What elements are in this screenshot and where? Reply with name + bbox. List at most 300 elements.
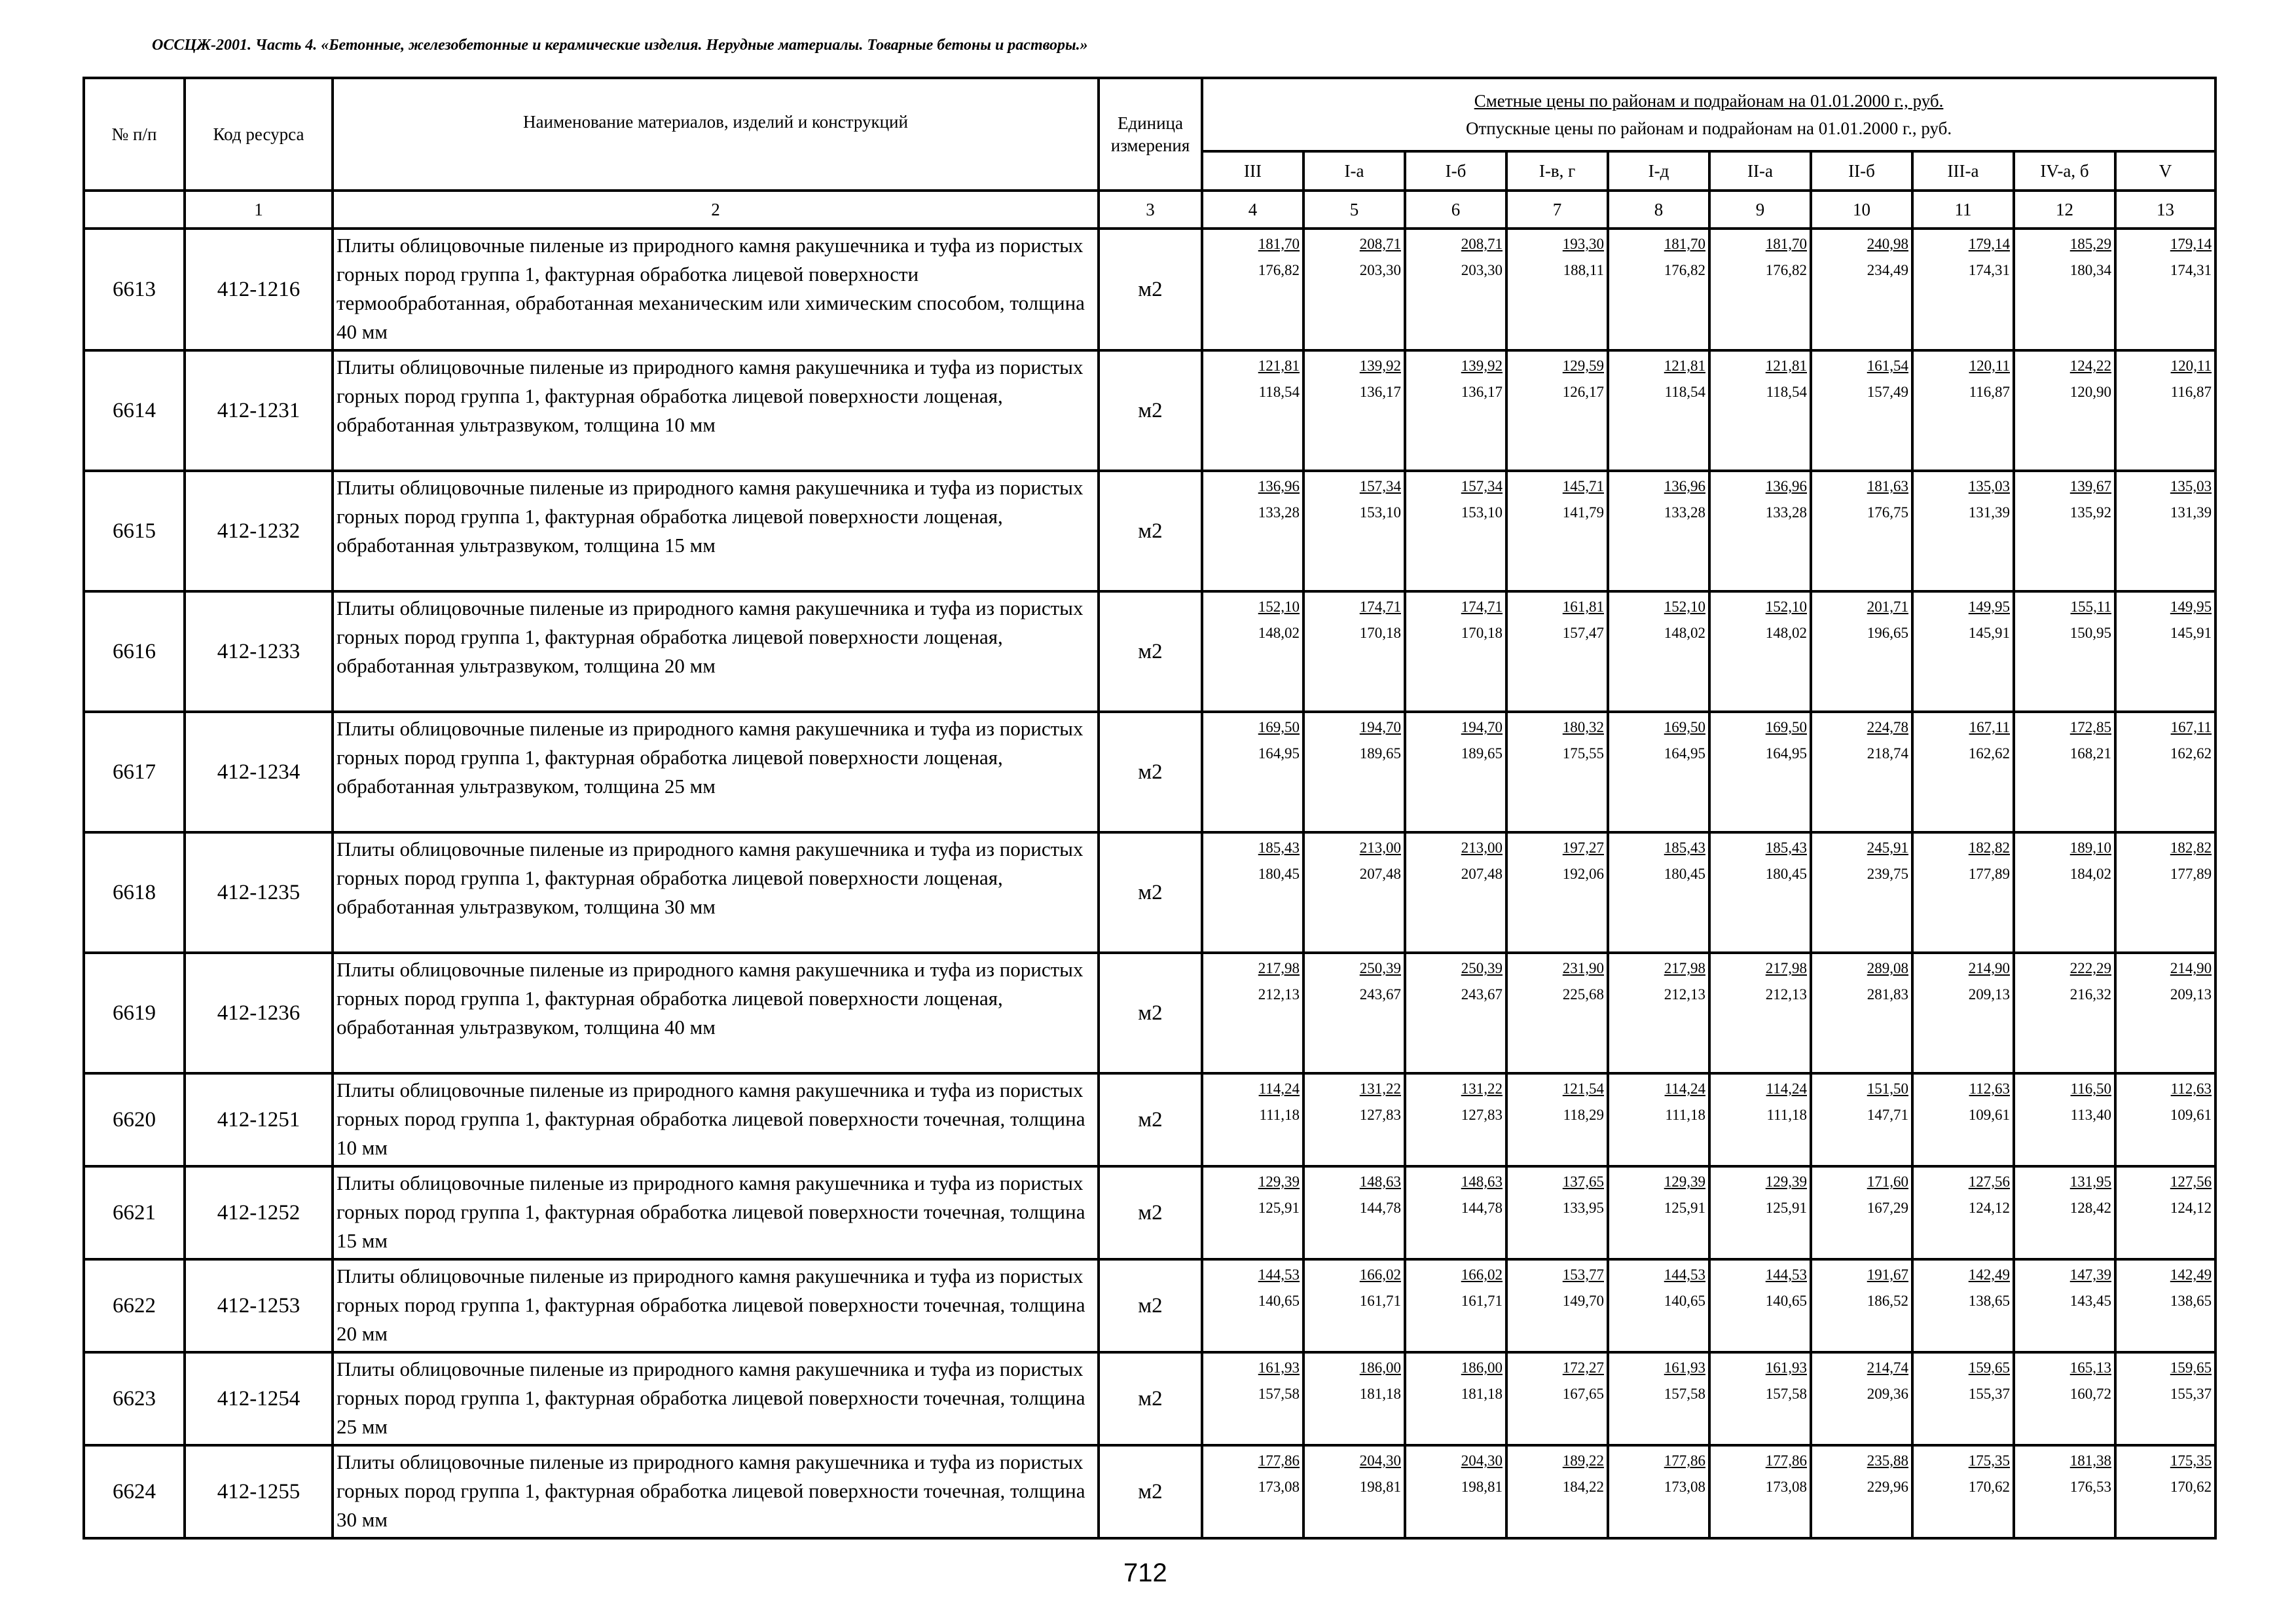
region-header: III-а xyxy=(1912,151,2014,191)
estimate-price: 194,70 xyxy=(1359,719,1401,735)
price-cell xyxy=(1303,1352,1405,1445)
price-cell xyxy=(1303,1073,1405,1166)
row-number: 6619 xyxy=(84,953,185,1073)
release-price: 118,29 xyxy=(1563,1107,1604,1123)
release-price: 160,72 xyxy=(2069,1386,2111,1402)
price-cell xyxy=(2014,1445,2115,1538)
table-body xyxy=(84,229,2215,1538)
price-cell xyxy=(1608,1166,1709,1259)
estimate-price: 153,77 xyxy=(1562,1266,1604,1283)
estimate-price: 185,43 xyxy=(1258,840,1300,856)
estimate-price: 217,98 xyxy=(1258,960,1300,976)
release-price: 138,65 xyxy=(2170,1293,2212,1309)
region-header: II-а xyxy=(1709,151,1811,191)
price-cell xyxy=(2115,832,2215,953)
release-price: 128,42 xyxy=(2069,1200,2111,1216)
price-cell xyxy=(1303,1259,1405,1352)
price-cell xyxy=(1709,1166,1811,1259)
resource-code: 412-1251 xyxy=(185,1073,333,1166)
estimate-price: 167,11 xyxy=(2170,719,2212,735)
release-price: 239,75 xyxy=(1867,866,1908,882)
estimate-price: 144,53 xyxy=(1664,1266,1705,1283)
estimate-price: 149,95 xyxy=(2170,599,2212,615)
estimate-price: 152,10 xyxy=(1664,599,1705,615)
release-price: 216,32 xyxy=(2069,986,2111,1003)
release-price: 118,54 xyxy=(1258,384,1300,400)
price-cell xyxy=(1608,1073,1709,1166)
table-row xyxy=(84,1445,2215,1538)
price-cell xyxy=(1709,591,1811,712)
price-cell xyxy=(1912,1166,2014,1259)
table-row xyxy=(84,350,2215,471)
price-cell xyxy=(2014,1259,2115,1352)
release-price: 176,82 xyxy=(1664,262,1705,278)
table-row xyxy=(84,712,2215,832)
price-cell xyxy=(2115,953,2215,1073)
resource-code: 412-1233 xyxy=(185,591,333,712)
price-cell xyxy=(1303,229,1405,350)
estimate-price: 121,81 xyxy=(1664,358,1705,374)
estimate-price: 214,90 xyxy=(1968,960,2010,976)
price-cell xyxy=(1303,591,1405,712)
price-cell xyxy=(1912,350,2014,471)
region-header: III xyxy=(1202,151,1303,191)
column-number: 8 xyxy=(1608,191,1709,229)
estimate-price: 179,14 xyxy=(2170,236,2212,252)
price-cell xyxy=(1709,712,1811,832)
release-price: 118,54 xyxy=(1766,384,1807,400)
estimate-price: 250,39 xyxy=(1461,960,1503,976)
release-price: 136,17 xyxy=(1461,384,1503,400)
release-price: 125,91 xyxy=(1258,1200,1300,1216)
estimate-price: 213,00 xyxy=(1461,840,1503,856)
estimate-price: 159,65 xyxy=(1968,1359,2010,1376)
price-cell xyxy=(2115,1073,2215,1166)
price-cell xyxy=(1608,712,1709,832)
estimate-price: 129,39 xyxy=(1765,1173,1807,1190)
material-name: Плиты облицовочные пиленые из природного камня ракушечника и туфа из пористых горных пород группа 1, фактурная обработка лицевой поверхности лощеная, обработанная ультразвуком, толщина 15 мм xyxy=(333,471,1099,591)
header-release-prices: Отпускные цены по районам и подрайонам на 01.01.2000 г., руб. xyxy=(1465,119,1952,138)
unit-of-measure: м2 xyxy=(1099,1073,1202,1166)
release-price: 109,61 xyxy=(1968,1107,2010,1123)
release-price: 109,61 xyxy=(2170,1107,2212,1123)
column-number: 7 xyxy=(1506,191,1608,229)
price-cell xyxy=(1912,712,2014,832)
price-cell xyxy=(1811,1166,1912,1259)
price-cell xyxy=(1202,1259,1303,1352)
release-price: 124,12 xyxy=(2170,1200,2212,1216)
release-price: 148,02 xyxy=(1664,625,1705,641)
table-row xyxy=(84,1259,2215,1352)
price-cell xyxy=(1405,350,1506,471)
estimate-price: 180,32 xyxy=(1562,719,1604,735)
price-cell xyxy=(1506,471,1608,591)
price-cell xyxy=(1506,1259,1608,1352)
estimate-price: 166,02 xyxy=(1359,1266,1401,1283)
resource-code: 412-1255 xyxy=(185,1445,333,1538)
release-price: 234,49 xyxy=(1867,262,1908,278)
estimate-price: 144,53 xyxy=(1258,1266,1300,1283)
estimate-price: 152,10 xyxy=(1258,599,1300,615)
header-num: № п/п xyxy=(84,78,185,191)
estimate-price: 157,34 xyxy=(1461,478,1503,494)
price-cell xyxy=(2115,591,2215,712)
estimate-price: 182,82 xyxy=(1968,840,2010,856)
release-price: 212,13 xyxy=(1664,986,1705,1003)
table-row xyxy=(84,591,2215,712)
unit-of-measure: м2 xyxy=(1099,350,1202,471)
price-cell xyxy=(1608,1445,1709,1538)
row-number: 6613 xyxy=(84,229,185,350)
estimate-price: 137,65 xyxy=(1562,1173,1604,1190)
estimate-price: 169,50 xyxy=(1765,719,1807,735)
release-price: 188,11 xyxy=(1563,262,1604,278)
table-row xyxy=(84,471,2215,591)
price-cell xyxy=(1811,591,1912,712)
release-price: 167,65 xyxy=(1562,1386,1604,1402)
estimate-price: 165,13 xyxy=(2069,1359,2111,1376)
release-price: 167,29 xyxy=(1867,1200,1908,1216)
price-cell xyxy=(1506,1352,1608,1445)
release-price: 140,65 xyxy=(1664,1293,1705,1309)
price-cell xyxy=(1912,1259,2014,1352)
price-cell xyxy=(1506,953,1608,1073)
estimate-price: 157,34 xyxy=(1359,478,1401,494)
resource-code: 412-1236 xyxy=(185,953,333,1073)
estimate-price: 181,70 xyxy=(1765,236,1807,252)
estimate-price: 145,71 xyxy=(1562,478,1604,494)
release-price: 170,18 xyxy=(1359,625,1401,641)
release-price: 111,18 xyxy=(1665,1107,1705,1123)
price-cell xyxy=(1709,350,1811,471)
price-cell xyxy=(1608,471,1709,591)
estimate-price: 193,30 xyxy=(1562,236,1604,252)
price-cell xyxy=(2014,591,2115,712)
release-price: 162,62 xyxy=(2170,745,2212,762)
release-price: 207,48 xyxy=(1359,866,1401,882)
estimate-price: 114,24 xyxy=(1664,1080,1705,1097)
estimate-price: 174,71 xyxy=(1359,599,1401,615)
release-price: 111,18 xyxy=(1259,1107,1300,1123)
release-price: 212,13 xyxy=(1258,986,1300,1003)
price-cell xyxy=(1811,1352,1912,1445)
price-cell xyxy=(1608,1259,1709,1352)
release-price: 116,87 xyxy=(1969,384,2010,400)
price-cell xyxy=(1811,1445,1912,1538)
release-price: 120,90 xyxy=(2069,384,2111,400)
row-number: 6623 xyxy=(84,1352,185,1445)
release-price: 184,22 xyxy=(1562,1479,1604,1495)
region-header: I-в, г xyxy=(1506,151,1608,191)
estimate-price: 114,24 xyxy=(1766,1080,1807,1097)
estimate-price: 250,39 xyxy=(1359,960,1401,976)
table-row xyxy=(84,832,2215,953)
release-price: 118,54 xyxy=(1664,384,1705,400)
release-price: 174,31 xyxy=(2170,262,2212,278)
resource-code: 412-1231 xyxy=(185,350,333,471)
price-cell xyxy=(1202,1445,1303,1538)
release-price: 133,28 xyxy=(1258,504,1300,521)
estimate-price: 245,91 xyxy=(1867,840,1908,856)
estimate-price: 191,67 xyxy=(1867,1266,1908,1283)
estimate-price: 172,27 xyxy=(1562,1359,1604,1376)
release-price: 164,95 xyxy=(1258,745,1300,762)
release-price: 111,18 xyxy=(1766,1107,1807,1123)
price-cell xyxy=(1811,712,1912,832)
price-cell xyxy=(2115,1166,2215,1259)
release-price: 157,58 xyxy=(1765,1386,1807,1402)
material-name: Плиты облицовочные пиленые из природного камня ракушечника и туфа из пористых горных пород группа 1, фактурная обработка лицевой поверхности лощеная, обработанная ультразвуком, толщина 30 мм xyxy=(333,832,1099,953)
estimate-price: 289,08 xyxy=(1867,960,1908,976)
price-cell xyxy=(2115,1352,2215,1445)
price-cell xyxy=(1506,1445,1608,1538)
resource-code: 412-1254 xyxy=(185,1352,333,1445)
material-name: Плиты облицовочные пиленые из природного камня ракушечника и туфа из пористых горных пород группа 1, фактурная обработка лицевой поверхности термообработанная, обработанная механическим или химическим способом, толщина 40 мм xyxy=(333,229,1099,350)
release-price: 161,71 xyxy=(1461,1293,1503,1309)
estimate-price: 194,70 xyxy=(1461,719,1503,735)
price-cell xyxy=(1405,229,1506,350)
estimate-price: 182,82 xyxy=(2170,840,2212,856)
release-price: 127,83 xyxy=(1359,1107,1401,1123)
unit-of-measure: м2 xyxy=(1099,1166,1202,1259)
estimate-price: 214,74 xyxy=(1867,1359,1908,1376)
material-name: Плиты облицовочные пиленые из природного камня ракушечника и туфа из пористых горных пород группа 1, фактурная обработка лицевой поверхности лощеная, обработанная ультразвуком, толщина 10 мм xyxy=(333,350,1099,471)
material-name: Плиты облицовочные пиленые из природного камня ракушечника и туфа из пористых горных пород группа 1, фактурная обработка лицевой поверхности лощеная, обработанная ультразвуком, толщина 20 мм xyxy=(333,591,1099,712)
release-price: 173,08 xyxy=(1258,1479,1300,1495)
estimate-price: 161,54 xyxy=(1867,358,1908,374)
price-cell xyxy=(2014,350,2115,471)
estimate-price: 142,49 xyxy=(1968,1266,2010,1283)
release-price: 170,62 xyxy=(2170,1479,2212,1495)
release-price: 180,45 xyxy=(1664,866,1705,882)
resource-code: 412-1253 xyxy=(185,1259,333,1352)
price-cell xyxy=(1811,832,1912,953)
unit-of-measure: м2 xyxy=(1099,471,1202,591)
column-number: 3 xyxy=(1099,191,1202,229)
estimate-price: 235,88 xyxy=(1867,1452,1908,1469)
release-price: 124,12 xyxy=(1968,1200,2010,1216)
release-price: 145,91 xyxy=(1968,625,2010,641)
release-price: 138,65 xyxy=(1968,1293,2010,1309)
price-cell xyxy=(1912,1352,2014,1445)
price-cell xyxy=(1405,1073,1506,1166)
region-header: I-а xyxy=(1303,151,1405,191)
price-cell xyxy=(2014,1352,2115,1445)
release-price: 177,89 xyxy=(1968,866,2010,882)
release-price: 196,65 xyxy=(1867,625,1908,641)
release-price: 161,71 xyxy=(1359,1293,1401,1309)
release-price: 174,31 xyxy=(1968,262,2010,278)
table-row xyxy=(84,1352,2215,1445)
estimate-price: 214,90 xyxy=(2170,960,2212,976)
estimate-price: 148,63 xyxy=(1461,1173,1503,1190)
estimate-price: 181,38 xyxy=(2069,1452,2111,1469)
price-cell xyxy=(1709,1073,1811,1166)
price-cell xyxy=(2115,471,2215,591)
price-table xyxy=(82,77,2217,1540)
release-price: 164,95 xyxy=(1765,745,1807,762)
page-number: 712 xyxy=(1123,1559,1167,1587)
release-price: 133,28 xyxy=(1664,504,1705,521)
release-price: 149,70 xyxy=(1562,1293,1604,1309)
release-price: 125,91 xyxy=(1765,1200,1807,1216)
price-cell xyxy=(1912,953,2014,1073)
release-price: 133,95 xyxy=(1562,1200,1604,1216)
price-cell xyxy=(1709,1259,1811,1352)
estimate-price: 185,43 xyxy=(1664,840,1705,856)
price-cell xyxy=(2014,1166,2115,1259)
material-name: Плиты облицовочные пиленые из природного камня ракушечника и туфа из пористых горных пород группа 1, фактурная обработка лицевой поверхности лощеная, обработанная ультразвуком, толщина 25 мм xyxy=(333,712,1099,832)
price-cell xyxy=(1709,832,1811,953)
table-row xyxy=(84,953,2215,1073)
estimate-price: 159,65 xyxy=(2170,1359,2212,1376)
release-price: 243,67 xyxy=(1359,986,1401,1003)
price-cell xyxy=(2014,471,2115,591)
price-cell xyxy=(1506,712,1608,832)
release-price: 148,02 xyxy=(1258,625,1300,641)
price-cell xyxy=(2014,832,2115,953)
table-header xyxy=(84,78,2215,229)
price-cell xyxy=(2115,712,2215,832)
price-cell xyxy=(1912,832,2014,953)
price-cell xyxy=(1912,1445,2014,1538)
release-price: 140,65 xyxy=(1765,1293,1807,1309)
resource-code: 412-1234 xyxy=(185,712,333,832)
price-cell xyxy=(1506,350,1608,471)
release-price: 144,78 xyxy=(1359,1200,1401,1216)
row-number: 6617 xyxy=(84,712,185,832)
material-name: Плиты облицовочные пиленые из природного камня ракушечника и туфа из пористых горных пород группа 1, фактурная обработка лицевой поверхности точечная, толщина 10 мм xyxy=(333,1073,1099,1166)
estimate-price: 204,30 xyxy=(1461,1452,1503,1469)
release-price: 131,39 xyxy=(1968,504,2010,521)
price-cell xyxy=(1303,1166,1405,1259)
header-code: Код ресурса xyxy=(185,78,333,191)
column-number xyxy=(84,191,185,229)
estimate-price: 121,81 xyxy=(1258,358,1300,374)
release-price: 148,02 xyxy=(1765,625,1807,641)
release-price: 173,08 xyxy=(1664,1479,1705,1495)
estimate-price: 116,50 xyxy=(2070,1080,2111,1097)
estimate-price: 127,56 xyxy=(2170,1173,2212,1190)
release-price: 281,83 xyxy=(1867,986,1908,1003)
table-row xyxy=(84,229,2215,350)
release-price: 168,21 xyxy=(2069,745,2111,762)
release-price: 189,65 xyxy=(1461,745,1503,762)
unit-of-measure: м2 xyxy=(1099,712,1202,832)
price-cell xyxy=(1912,1073,2014,1166)
unit-of-measure: м2 xyxy=(1099,832,1202,953)
region-header: IV-а, б xyxy=(2014,151,2115,191)
release-price: 209,13 xyxy=(1968,986,2010,1003)
price-cell xyxy=(1202,1352,1303,1445)
release-price: 243,67 xyxy=(1461,986,1503,1003)
estimate-price: 217,98 xyxy=(1765,960,1807,976)
estimate-price: 136,96 xyxy=(1258,478,1300,494)
release-price: 136,17 xyxy=(1359,384,1401,400)
column-number: 2 xyxy=(333,191,1099,229)
column-number: 12 xyxy=(2014,191,2115,229)
price-cell xyxy=(1709,1352,1811,1445)
row-number: 6616 xyxy=(84,591,185,712)
estimate-price: 179,14 xyxy=(1968,236,2010,252)
release-price: 180,45 xyxy=(1765,866,1807,882)
price-cell xyxy=(1303,953,1405,1073)
estimate-price: 161,93 xyxy=(1258,1359,1300,1376)
unit-of-measure: м2 xyxy=(1099,1259,1202,1352)
material-name: Плиты облицовочные пиленые из природного камня ракушечника и туфа из пористых горных пород группа 1, фактурная обработка лицевой поверхности точечная, толщина 15 мм xyxy=(333,1166,1099,1259)
release-price: 181,18 xyxy=(1461,1386,1503,1402)
price-cell xyxy=(1811,1073,1912,1166)
release-price: 170,62 xyxy=(1968,1479,2010,1495)
estimate-price: 208,71 xyxy=(1359,236,1401,252)
estimate-price: 151,50 xyxy=(1867,1080,1908,1097)
price-cell xyxy=(1405,591,1506,712)
price-cell xyxy=(1506,1166,1608,1259)
release-price: 157,47 xyxy=(1562,625,1604,641)
price-cell xyxy=(1811,229,1912,350)
estimate-price: 231,90 xyxy=(1562,960,1604,976)
row-number: 6624 xyxy=(84,1445,185,1538)
estimate-price: 148,63 xyxy=(1359,1173,1401,1190)
release-price: 162,62 xyxy=(1968,745,2010,762)
material-name: Плиты облицовочные пиленые из природного камня ракушечника и туфа из пористых горных пород группа 1, фактурная обработка лицевой поверхности точечная, толщина 25 мм xyxy=(333,1352,1099,1445)
row-number: 6618 xyxy=(84,832,185,953)
region-header: I-д xyxy=(1608,151,1709,191)
price-cell xyxy=(2115,229,2215,350)
resource-code: 412-1252 xyxy=(185,1166,333,1259)
estimate-price: 155,11 xyxy=(2070,599,2111,615)
estimate-price: 167,11 xyxy=(1969,719,2010,735)
estimate-price: 177,86 xyxy=(1765,1452,1807,1469)
column-number: 9 xyxy=(1709,191,1811,229)
table-row xyxy=(84,1073,2215,1166)
resource-code: 412-1232 xyxy=(185,471,333,591)
estimate-price: 175,35 xyxy=(1968,1452,2010,1469)
release-price: 155,37 xyxy=(1968,1386,2010,1402)
header-name: Наименование материалов, изделий и конструкций xyxy=(333,78,1099,191)
price-cell xyxy=(1303,712,1405,832)
release-price: 225,68 xyxy=(1562,986,1604,1003)
estimate-price: 144,53 xyxy=(1765,1266,1807,1283)
region-header: V xyxy=(2115,151,2215,191)
price-cell xyxy=(2115,1259,2215,1352)
release-price: 176,82 xyxy=(1765,262,1807,278)
release-price: 218,74 xyxy=(1867,745,1908,762)
header-prices xyxy=(1202,78,2215,151)
estimate-price: 204,30 xyxy=(1359,1452,1401,1469)
estimate-price: 152,10 xyxy=(1765,599,1807,615)
release-price: 116,87 xyxy=(2170,384,2212,400)
release-price: 143,45 xyxy=(2069,1293,2111,1309)
release-price: 180,34 xyxy=(2069,262,2111,278)
release-price: 135,92 xyxy=(2069,504,2111,521)
estimate-price: 208,71 xyxy=(1461,236,1503,252)
release-price: 144,78 xyxy=(1461,1200,1503,1216)
price-cell xyxy=(1202,1073,1303,1166)
estimate-price: 161,93 xyxy=(1765,1359,1807,1376)
release-price: 133,28 xyxy=(1765,504,1807,521)
price-cell xyxy=(1811,471,1912,591)
release-price: 126,17 xyxy=(1562,384,1604,400)
price-cell xyxy=(1202,350,1303,471)
release-price: 157,58 xyxy=(1664,1386,1705,1402)
price-cell xyxy=(1405,1259,1506,1352)
price-cell xyxy=(1811,953,1912,1073)
estimate-price: 201,71 xyxy=(1867,599,1908,615)
resource-code: 412-1216 xyxy=(185,229,333,350)
price-cell xyxy=(2115,1445,2215,1538)
column-number: 4 xyxy=(1202,191,1303,229)
